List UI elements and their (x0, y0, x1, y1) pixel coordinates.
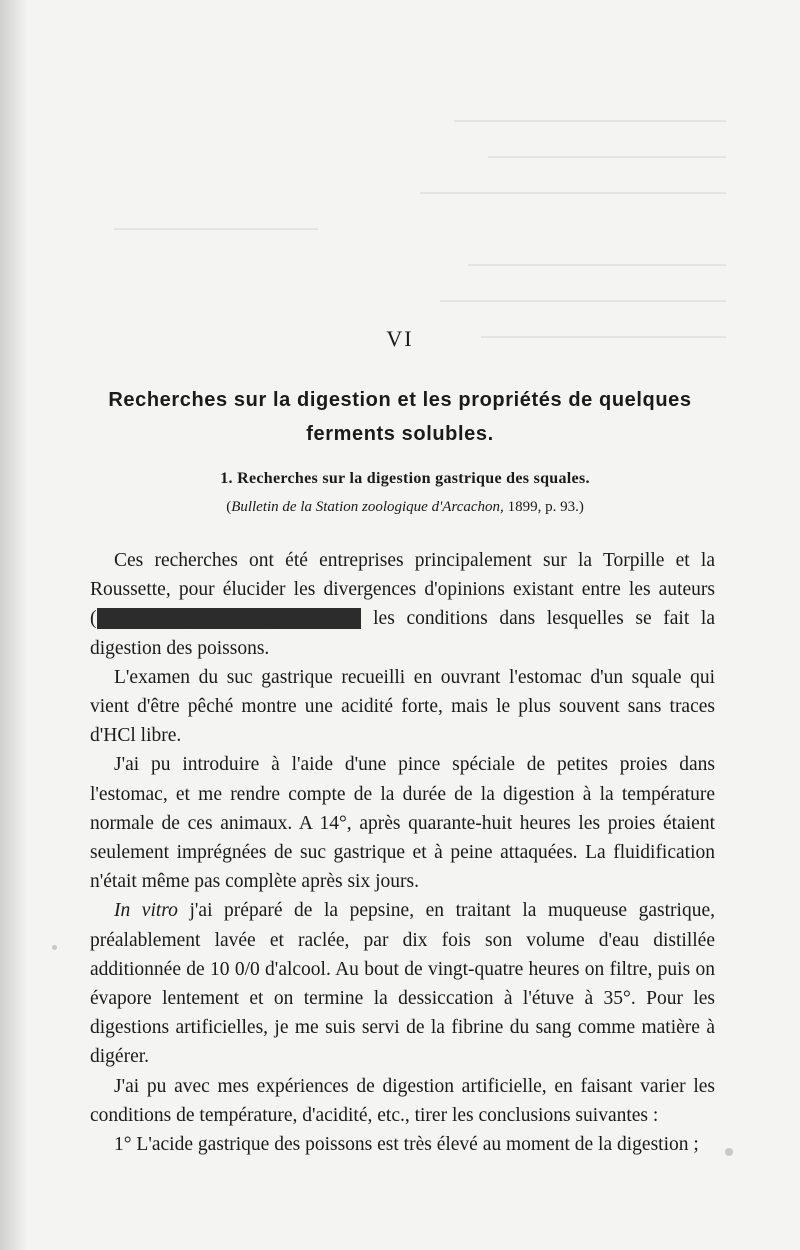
chapter-title: Recherches sur la digestion et les propriétés de quelques ferments solubles. (108, 389, 692, 445)
paragraph: J'ai pu avec mes expériences de digestion artificielle, en faisant varier les conditions de température, d'acidité, etc., tirer les conclusions suivantes : (90, 1075, 715, 1126)
paragraph (90, 546, 715, 663)
scan-speck (725, 1148, 733, 1156)
paragraph: 1° L'acide gastrique des poissons est très élevé au moment de la digestion ; (114, 1134, 699, 1156)
reference-journal: Bulletin de la Station zoologique d'Arcachon, (231, 499, 504, 515)
paragraph: L'examen du suc gastrique recueilli en ouvrant l'estomac d'un squale qui vient d'être pêché montre une acidité forte, mais le plus souvent sans traces d'HCl libre. (90, 666, 715, 747)
reference-open-paren: ( (226, 499, 232, 515)
section-reference (110, 499, 700, 516)
paragraph-text: j'ai préparé de la pepsine, en traitant la muqueuse gastrique, préalablement lavée et raclée, par dix fois son volume d'eau distillée additionnée de 10 0/0 d'alcool. Au bout de vingt-quatre heures on filtre, puis on évapore lentement et on termine la dessiccation à l'étuve à 35°. Pour les digestions artificielles, je me suis servi de la fibrine du sang comme matière à digérer. (90, 900, 716, 1068)
paragraph-text: Ces recherches ont été entreprises principalement sur la Torpille et la Roussette, pour élucider les divergences d'opinions existant entre les auteurs ( (90, 550, 715, 630)
redacted-text: Ch. Richet, E. Yung) touchant (98, 608, 360, 630)
reference-details: 1899, p. 93.) (503, 499, 584, 515)
scan-speck (52, 945, 57, 950)
paragraph: J'ai pu introduire à l'aide d'une pince spéciale de petites proies dans l'estomac, et me rendre compte de la durée de la digestion à la température normale de ces animaux. A 14°, après quarante-huit heures les proies étaient seulement imprégnées de suc gastrique et à peine attaquées. La fluidification n'était même pas complète après six jours. (90, 754, 715, 893)
body-text (90, 546, 715, 1159)
gutter-shadow (0, 0, 28, 1250)
italic-phrase: In vitro (114, 900, 178, 922)
section-heading: 1. Recherches sur la digestion gastrique des squales. (220, 470, 590, 487)
paragraph (90, 896, 715, 1071)
paragraph-text: les conditions dans lesquelles se fait la digestion des poissons. (90, 608, 715, 659)
chapter-number: VI (386, 326, 414, 351)
